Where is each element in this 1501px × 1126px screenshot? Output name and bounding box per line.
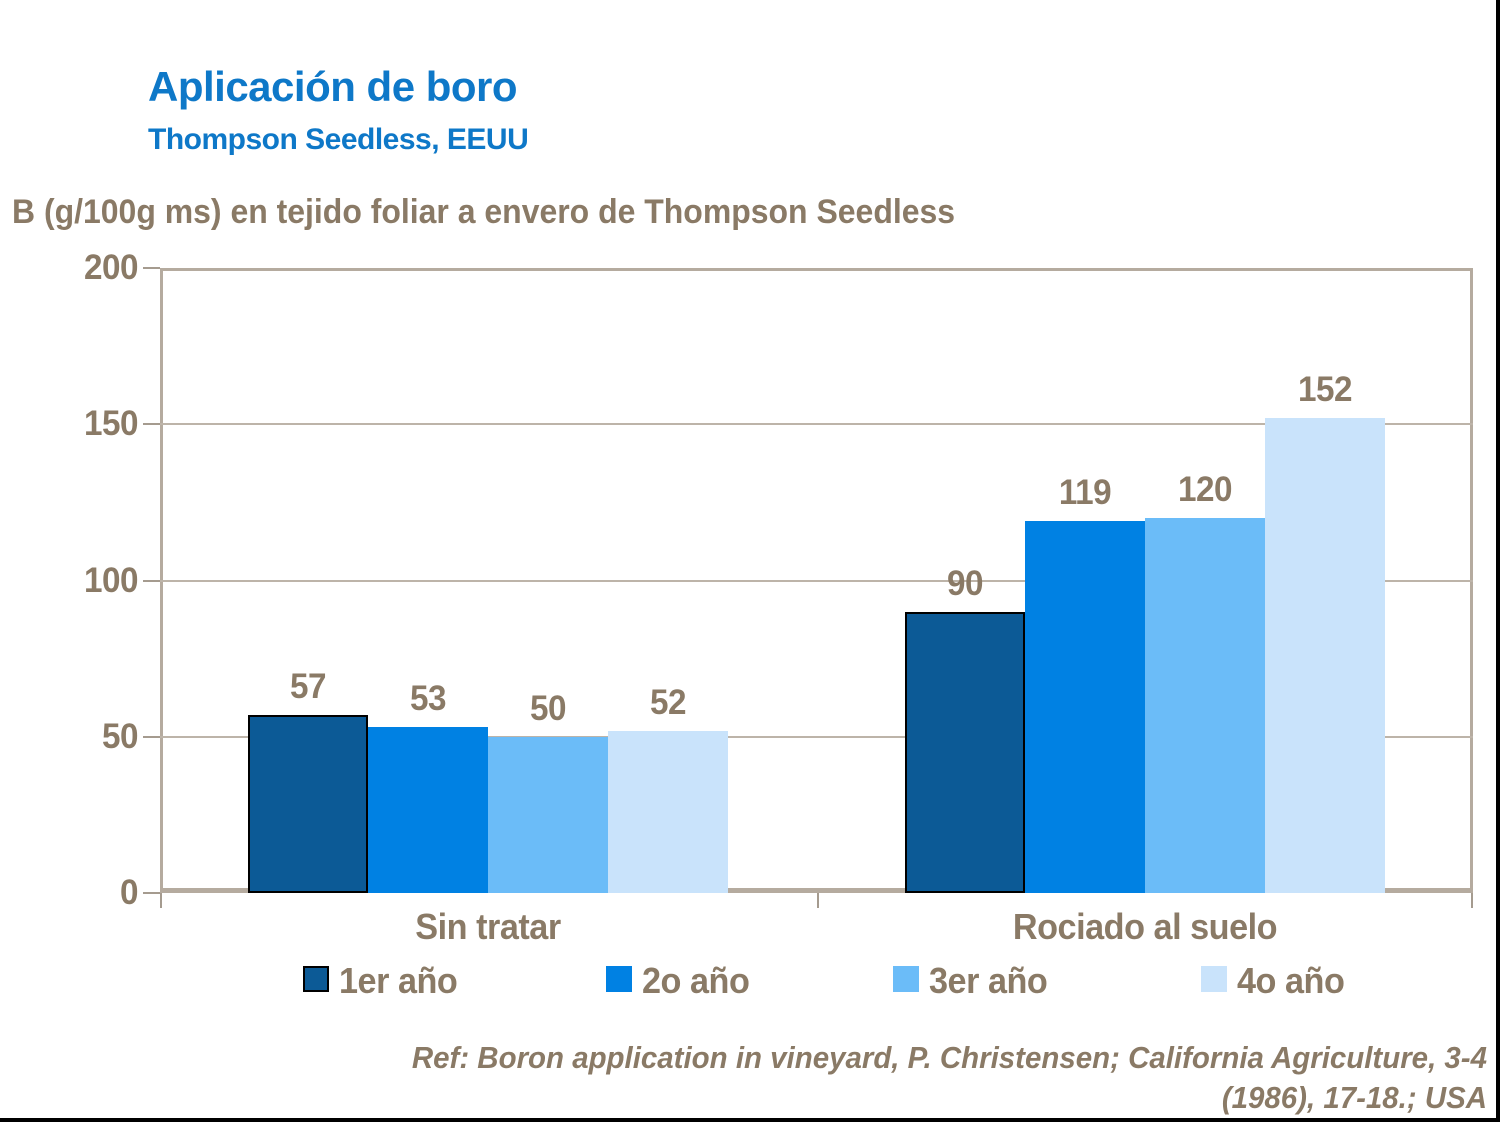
y-axis-tick-mark	[143, 423, 160, 425]
reference-line-1: Ref: Boron application in vineyard, P. Christensen; California Agriculture, 3-4	[411, 1040, 1487, 1075]
bar-value-label: 50	[529, 688, 567, 728]
bar-value-label: 90	[946, 563, 984, 603]
x-axis-tick-mark	[160, 893, 162, 908]
legend-swatch-2o-año	[606, 966, 632, 992]
y-axis-tick-mark	[143, 580, 160, 582]
y-axis-tick-label: 100	[83, 560, 138, 600]
bar-value-label: 52	[649, 682, 687, 722]
y-axis-tick-mark	[143, 267, 160, 269]
bar-3er-año-Rociado-al-suelo	[1145, 518, 1265, 893]
bar-1er-año-Sin-tratar	[248, 715, 368, 893]
y-axis-tick-mark	[143, 892, 160, 894]
y-axis-tick-label: 50	[101, 716, 138, 756]
y-axis-tick-mark	[143, 736, 160, 738]
legend-label-4o-año: 4o año	[1237, 960, 1345, 1001]
bar-2o-año-Sin-tratar	[368, 727, 488, 893]
x-axis-tick-mark	[1471, 893, 1473, 908]
page-subtitle: Thompson Seedless, EEUU	[148, 123, 529, 156]
y-axis-tick-label: 150	[83, 404, 138, 444]
legend-label-1er-año: 1er año	[339, 960, 458, 1001]
legend-label-3er-año: 3er año	[929, 960, 1048, 1001]
legend-swatch-1er-año	[303, 966, 329, 992]
legend-label-2o-año: 2o año	[642, 960, 750, 1001]
bar-1er-año-Rociado-al-suelo	[905, 612, 1025, 893]
reference-line-2: (1986), 17-18.; USA	[1221, 1080, 1487, 1115]
bar-value-label: 53	[409, 679, 447, 719]
x-axis-tick-mark	[817, 893, 819, 908]
legend-swatch-3er-año	[893, 966, 919, 992]
bar-4o-año-Rociado-al-suelo	[1265, 418, 1385, 893]
bar-3er-año-Sin-tratar	[488, 737, 608, 893]
page-title: Aplicación de boro	[148, 63, 518, 110]
legend-swatch-4o-año	[1201, 966, 1227, 992]
category-label-Sin-tratar: Sin tratar	[415, 906, 561, 947]
chart-axis-title: B (g/100g ms) en tejido foliar a envero de Thompson Seedless	[12, 193, 956, 231]
y-axis-tick-label: 200	[83, 248, 138, 287]
bar-4o-año-Sin-tratar	[608, 731, 728, 894]
category-label-Rociado-al-suelo: Rociado al suelo	[1012, 906, 1278, 947]
bar-value-label: 120	[1177, 470, 1233, 509]
bar-2o-año-Rociado-al-suelo	[1025, 521, 1145, 893]
reference-text	[252, 1038, 1487, 1118]
bar-value-label: 119	[1058, 473, 1112, 513]
slide-bottom-border	[0, 1118, 1497, 1122]
y-axis-tick-label: 0	[119, 873, 138, 912]
slide-right-border	[1496, 0, 1500, 1122]
bar-value-label: 152	[1297, 370, 1353, 409]
bar-value-label: 57	[289, 666, 327, 706]
